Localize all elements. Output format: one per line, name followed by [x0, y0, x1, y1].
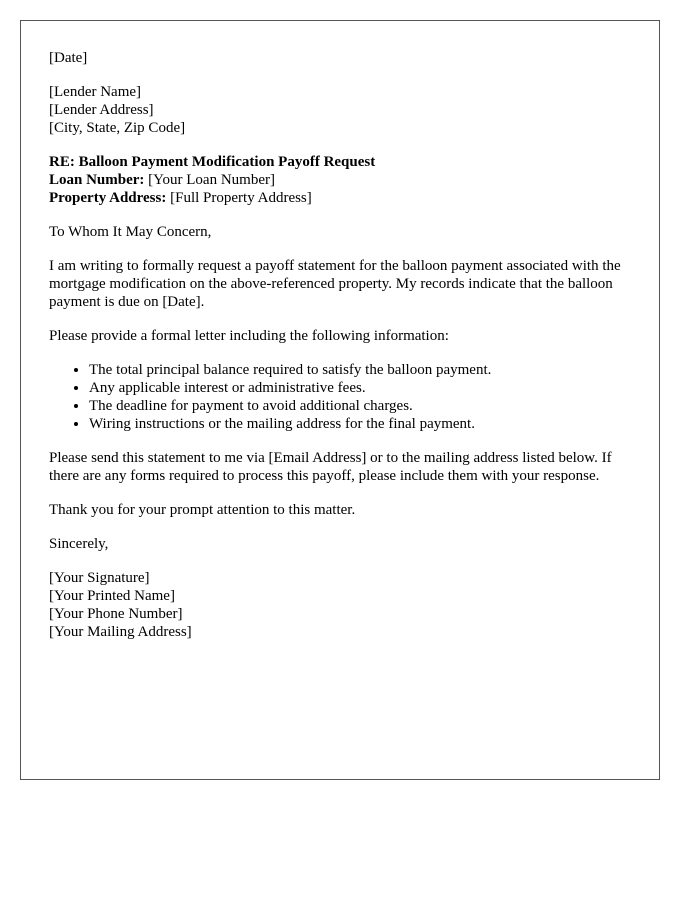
loan-number-value: [Your Loan Number] — [144, 172, 275, 188]
recipient-block — [49, 83, 631, 137]
subject-block — [49, 153, 631, 207]
loan-number-label: Loan Number: — [49, 172, 145, 188]
mailing-address: [Your Mailing Address] — [49, 624, 192, 640]
recipient-address: [Lender Address] — [49, 102, 154, 118]
loan-number-line — [49, 171, 631, 189]
property-address-label: Property Address: — [49, 190, 167, 206]
printed-name: [Your Printed Name] — [49, 588, 175, 604]
closing: Sincerely, — [49, 536, 109, 552]
property-address-value: [Full Property Address] — [166, 190, 312, 206]
property-address-line — [49, 189, 631, 207]
list-item: • Any applicable interest or administrative fees. — [89, 379, 631, 397]
recipient-city-state-zip: [City, State, Zip Code] — [49, 120, 186, 136]
subject-line: RE: Balloon Payment Modification Payoff Request — [49, 154, 376, 170]
letter-page — [20, 20, 660, 780]
list-item: • The total principal balance required to satisfy the balloon payment. — [89, 361, 631, 379]
body-paragraph-thanks: Thank you for your prompt attention to this matter. — [49, 502, 356, 518]
salutation: To Whom It May Concern, — [49, 224, 212, 240]
recipient-name: [Lender Name] — [49, 84, 142, 100]
letter-date: [Date] — [49, 50, 88, 66]
body-paragraph-info-intro: Please provide a formal letter including the following information: — [49, 328, 449, 344]
list-item: • The deadline for payment to avoid additional charges. — [89, 397, 631, 415]
signature-block — [49, 569, 631, 641]
phone-number: [Your Phone Number] — [49, 606, 183, 622]
requested-items-list — [49, 361, 631, 433]
list-item: • Wiring instructions or the mailing address for the final payment. — [89, 415, 631, 433]
signature-placeholder: [Your Signature] — [49, 570, 150, 586]
body-paragraph-send: Please send this statement to me via [Email Address] or to the mailing address listed below. If there are any forms required to process this payoff, please include them with your response. — [49, 450, 612, 484]
body-paragraph-request: I am writing to formally request a payoff statement for the balloon payment associated with the mortgage modification on the above-referenced property. My records indicate that the balloon payment is due on [Date]. — [49, 258, 621, 310]
